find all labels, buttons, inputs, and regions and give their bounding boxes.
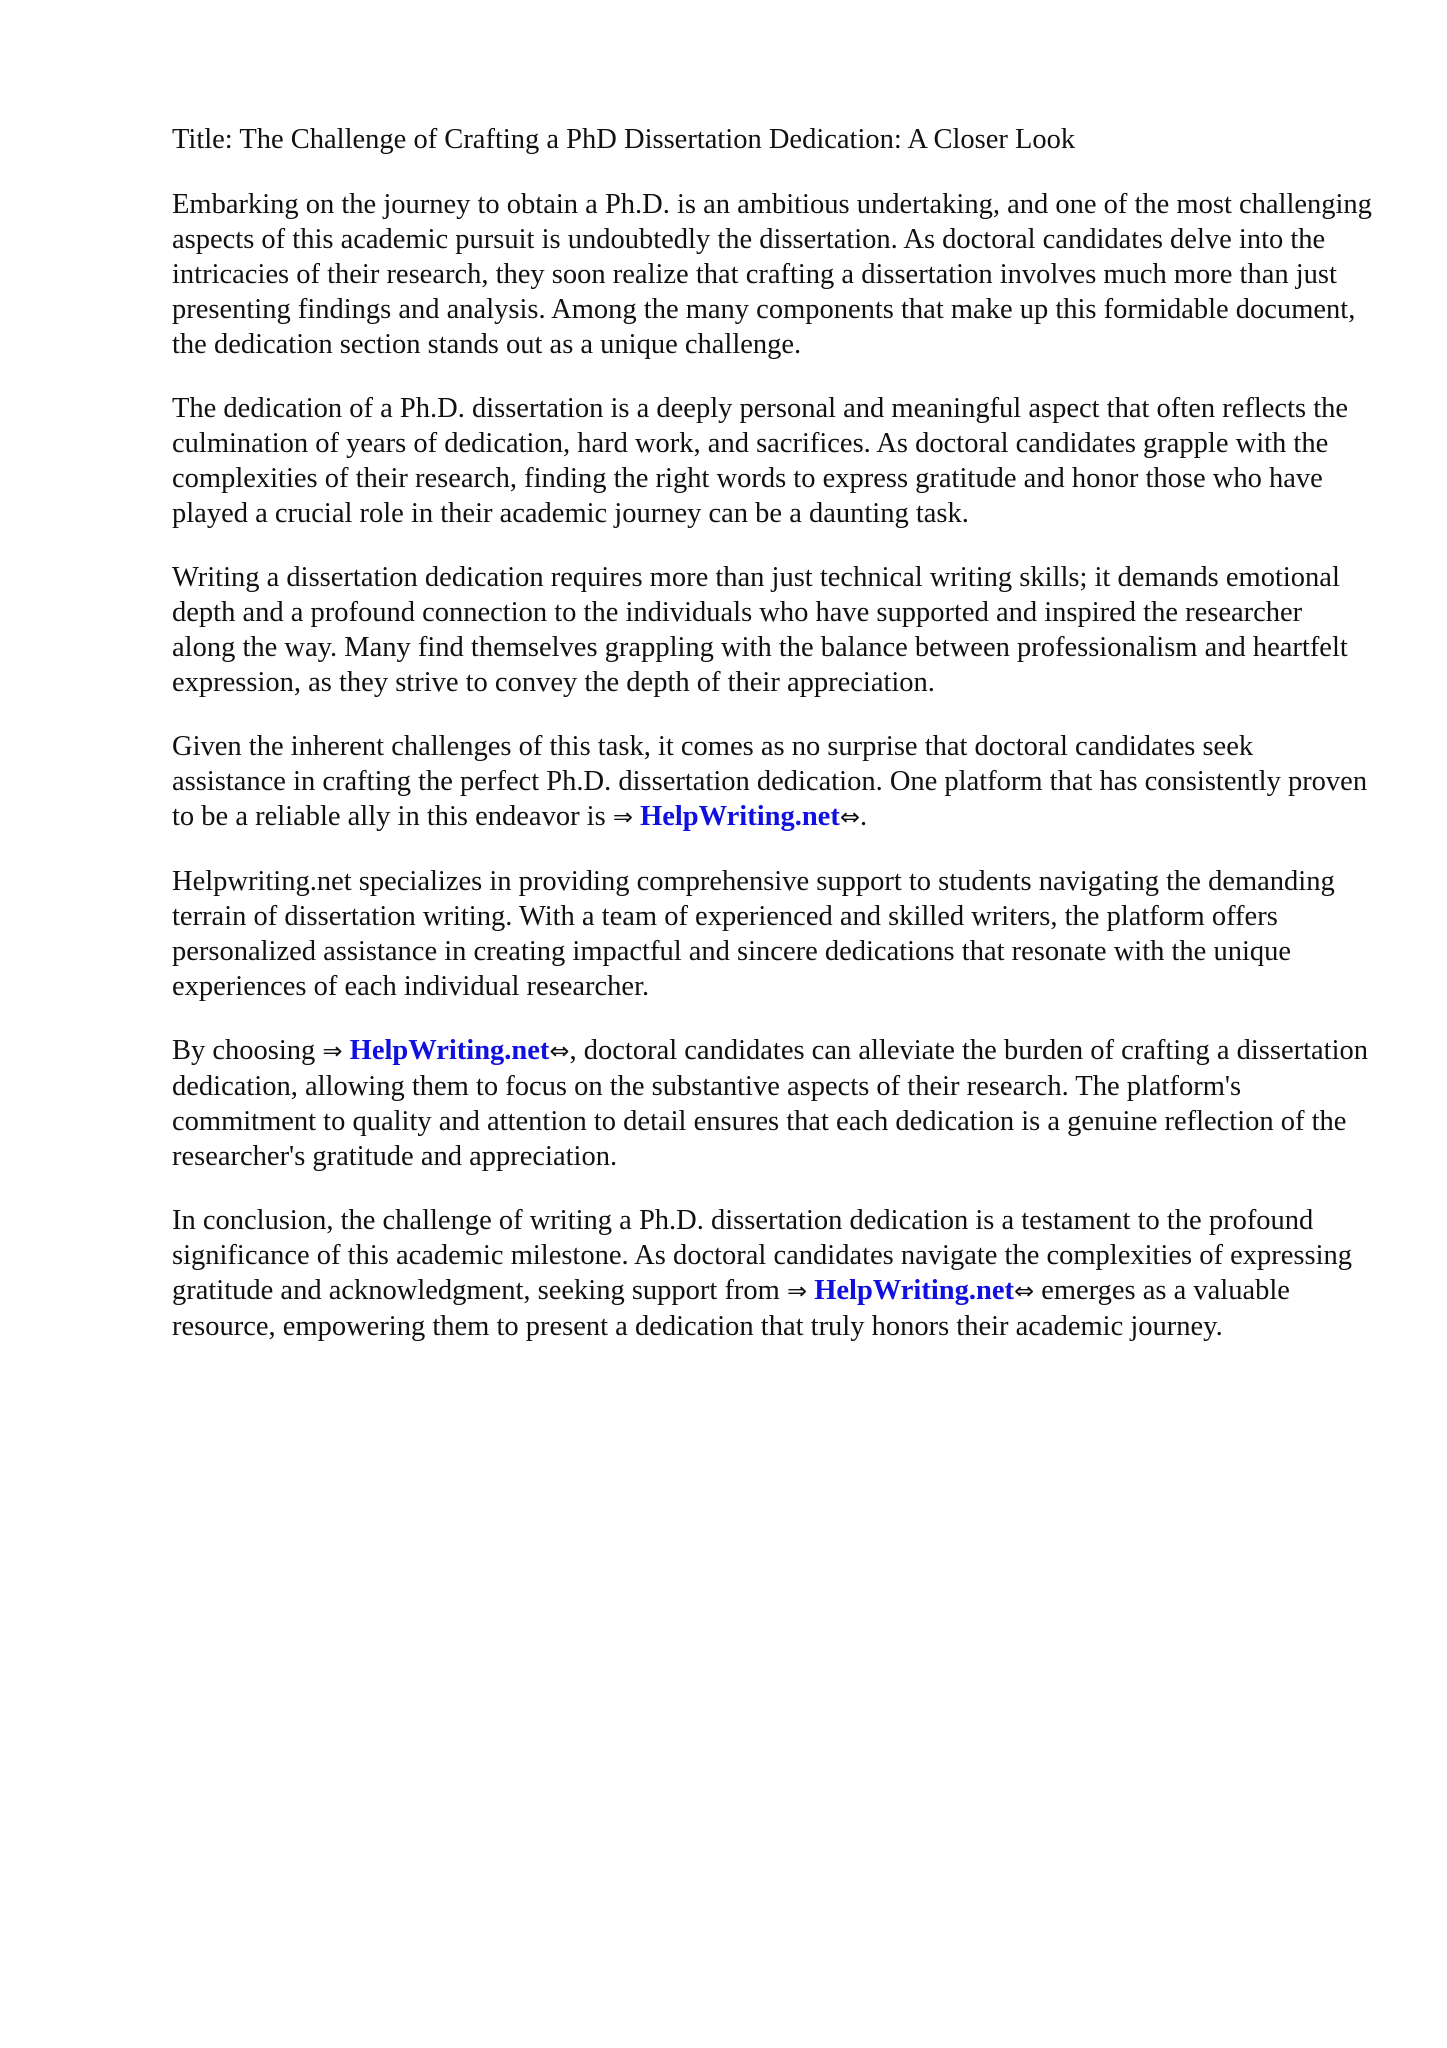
- text: Given the inherent challenges of this task, it comes as no surprise that doctoral candidates seek assistance in crafting the perfect Ph.D. dissertation dedication. One platform that has consistently proven to be a reliable ally in this endeavor is: [172, 731, 1368, 832]
- right-arrow-icon: ⇒: [612, 803, 633, 831]
- double-arrow-icon: ⇔: [1013, 1277, 1035, 1305]
- paragraph-choosing: [172, 1033, 1372, 1174]
- paragraph-assistance: [172, 729, 1372, 835]
- helpwriting-link[interactable]: HelpWriting.net: [640, 801, 840, 832]
- right-arrow-icon: ⇒: [322, 1037, 343, 1065]
- double-arrow-icon: ⇔: [549, 1037, 570, 1065]
- double-arrow-icon: ⇔: [839, 803, 860, 831]
- paragraph-dedication: The dedication of a Ph.D. dissertation is a deeply personal and meaningful aspect that often reflects the culmination of years of dedication, hard work, and sacrifices. As doctoral candidates grapple with the complexities of their research, finding the right words to express gratitude and honor those who have played a crucial role in their academic journey can be a daunting task.: [172, 393, 1349, 529]
- text: , doctoral candidates can alleviate the burden of crafting a dissertation dedication, allowing them to focus on the substantive aspects of their research. The platform's commitment to quality and attention to detail ensures that each dedication is a genuine reflection of the researcher's gratitude and appreciation.: [172, 1035, 1368, 1172]
- helpwriting-link[interactable]: HelpWriting.net: [814, 1275, 1014, 1306]
- text: By choosing: [172, 1035, 323, 1066]
- paragraph-conclusion: [172, 1203, 1372, 1344]
- paragraph-specializes: Helpwriting.net specializes in providing comprehensive support to students navigating the demanding terrain of dissertation writing. With a team of experienced and skilled writers, the platform offers personalized assistance in creating impactful and sincere dedications that resonate with the unique experiences of each individual researcher.: [172, 866, 1335, 1002]
- text: emerges as a valuable resource, empowering them to present a dedication that truly honors their academic journey.: [172, 1275, 1290, 1342]
- helpwriting-link[interactable]: HelpWriting.net: [349, 1035, 550, 1066]
- text: .: [859, 801, 868, 832]
- paragraph-writing: Writing a dissertation dedication requires more than just technical writing skills; it demands emotional depth and a profound connection to the individuals who have supported and inspired the researcher along the way. Many find themselves grappling with the balance between professionalism and heartfelt expression, as they strive to convey the depth of their appreciation.: [172, 562, 1348, 698]
- right-arrow-icon: ⇒: [786, 1277, 808, 1305]
- document-title: Title: The Challenge of Crafting a PhD Dissertation Dedication: A Closer Look: [172, 124, 1076, 155]
- paragraph-intro: Embarking on the journey to obtain a Ph.D. is an ambitious undertaking, and one of the most challenging aspects of this academic pursuit is undoubtedly the dissertation. As doctoral candidates delve into the intricacies of their research, they soon realize that crafting a dissertation involves much more than just presenting findings and analysis. Among the many components that make up this formidable document, the dedication section stands out as a unique challenge.: [172, 189, 1372, 360]
- text: In conclusion, the challenge of writing a Ph.D. dissertation dedication is a testament to the profound significance of this academic milestone. As doctoral candidates navigate the complexities of expressing gratitude and acknowledgment, seeking support from: [172, 1205, 1352, 1306]
- document-body: [172, 122, 1372, 1373]
